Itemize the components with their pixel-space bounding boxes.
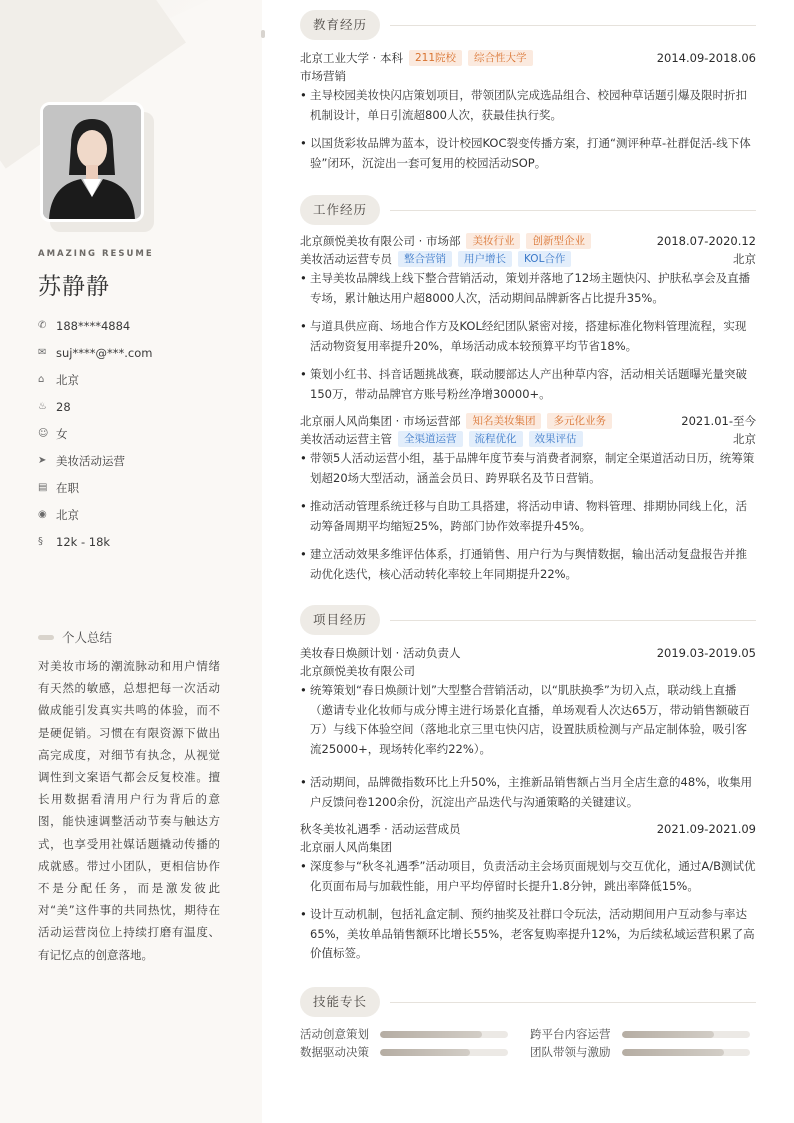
gender-icon: ☺ [38, 428, 49, 439]
work-bullet: • 与道具供应商、场地合作方及KOL经纪团队紧密对接，搭建标准化物料管理流程，实现活动物资复用率提升20%，单场活动成本较预算平均节省18%。 [300, 317, 756, 356]
info-text: 北京 [56, 507, 79, 522]
info-text: 12k - 18k [56, 534, 111, 549]
work-bullet: • 建立活动效果多维评估体系，打通销售、用户行为与舆情数据，输出活动复盘报告并推动优化迭代，核心活动转化率较上年同期提升22%。 [300, 545, 756, 584]
role-tag: 全渠道运营 [398, 431, 463, 447]
section-title: 项目经历 [300, 605, 380, 635]
info-row [38, 393, 248, 420]
education-period: 2014.09-2018.06 [656, 51, 756, 65]
project-bullet: • 设计互动机制，包括礼盒定制、预约抽奖及社群口令玩法，活动期间用户互动参与率达65%，美妆单品销售额环比增长55%，老客复购率提升12%，为后续私域运营积累了高价值标签。 [300, 905, 756, 964]
status-icon: ▤ [38, 482, 48, 493]
project-header [300, 644, 756, 662]
skill-item [530, 1025, 750, 1043]
summary-heading [38, 628, 112, 646]
skill-bar-fill [622, 1031, 714, 1038]
location-pin-icon: ◉ [38, 509, 47, 520]
school-tag: 综合性大学 [468, 50, 533, 66]
project-org: 北京丽人风尚集团 [300, 840, 392, 854]
work-header [300, 232, 756, 250]
education-major-row [300, 67, 756, 85]
education-bullet: • 以国货彩妆品牌为蓝本，设计校园KOC裂变传播方案，打通“测评种草-社群促活-线下体验”闭环，沉淀出一套可复用的校园活动SOP。 [300, 134, 756, 173]
section-title: 工作经历 [300, 195, 380, 225]
info-row [38, 366, 248, 393]
skill-bar [622, 1049, 750, 1056]
work-role-row [300, 430, 756, 448]
company-name: 北京丽人风尚集团 · 市场运营部 [300, 414, 461, 428]
resume-tagline: AMAZING RESUME [38, 249, 154, 259]
section-divider [390, 1002, 756, 1003]
section-education [300, 10, 756, 40]
section-title: 教育经历 [300, 10, 380, 40]
section-projects [300, 605, 756, 635]
info-row [38, 339, 248, 366]
cake-icon: ♨ [38, 401, 47, 412]
candidate-name: 苏静静 [38, 274, 110, 300]
role-tag: 流程优化 [469, 431, 523, 447]
project-bullet: • 统筹策划“春日焕颜计划”大型整合营销活动，以“肌肤换季”为切入点，联动线上直播（邀请专业化妆师与成分博主进行场景化直播，单场观看人次达65万，带动销售额破百万）与线下体验空间（落地北京三里屯快闪店，设置肤质检测与产品定制体验，吸引客流25000+，现场转化率约22%）。 [300, 681, 756, 759]
project-bullet: • 活动期间，品牌微指数环比上升50%，主推新品销售额占当月全店生意的48%，收集用户反馈问卷1200余份，沉淀出产品迭代与沟通策略的关键建议。 [300, 773, 756, 812]
project-title: 秋冬美妆礼遇季 · 活动运营成员 [300, 822, 461, 836]
role-tag: 用户增长 [458, 251, 512, 267]
skill-item [300, 1043, 508, 1061]
job-title: 美妆活动运营主管 [300, 432, 392, 446]
work-bullet: • 带领5人活动运营小组，基于品牌年度节奏与消费者洞察，制定全渠道活动日历，统筹策划超20场大型活动，涵盖会员日、跨界联名及节日营销。 [300, 449, 756, 488]
skill-bar [380, 1049, 508, 1056]
scroll-marker [261, 30, 265, 38]
info-row [38, 420, 248, 447]
info-text: 188****4884 [56, 318, 131, 333]
role-tag: 整合营销 [398, 251, 452, 267]
school-tag: 211院校 [409, 50, 462, 66]
skill-label: 跨平台内容运营 [530, 1027, 611, 1041]
skill-bar-fill [380, 1049, 470, 1056]
skill-bar-fill [622, 1049, 724, 1056]
profile-photo [40, 102, 144, 222]
info-row [38, 447, 248, 474]
info-text: 在职 [56, 480, 79, 495]
skill-bar [380, 1031, 508, 1038]
company-tag: 多元化业务 [547, 413, 612, 429]
skill-label: 数据驱动决策 [300, 1045, 369, 1059]
project-org-row [300, 662, 756, 680]
project-title: 美妆春日焕颜计划 · 活动负责人 [300, 646, 461, 660]
portrait-illustration [43, 105, 141, 219]
role-tag: KOL合作 [518, 251, 571, 267]
info-row [38, 501, 248, 528]
work-bullet: • 策划小红书、抖音话题挑战赛，联动腰部达人产出种草内容，活动相关话题曝光量突破150万，带动品牌官方账号粉丝净增30000+。 [300, 365, 756, 404]
info-text: 28 [56, 399, 71, 414]
info-row [38, 474, 248, 501]
phone-icon: ✆ [38, 320, 47, 331]
section-work [300, 195, 756, 225]
section-title: 技能专长 [300, 987, 380, 1017]
section-skills [300, 987, 756, 1017]
contact-info-list [38, 312, 248, 555]
project-org: 北京颜悦美妆有限公司 [300, 664, 415, 678]
section-divider [390, 620, 756, 621]
project-period: 2021.09-2021.09 [656, 822, 756, 836]
work-bullet: • 推动活动管理系统迁移与自助工具搭建，将活动申请、物料管理、排期协同线上化，活动筹备周期平均缩短25%，跨部门协作效率提升45%。 [300, 497, 756, 536]
section-divider [390, 25, 756, 26]
education-header [300, 49, 756, 67]
info-text: 女 [56, 426, 68, 441]
skill-bar [622, 1031, 750, 1038]
info-row [38, 312, 248, 339]
skill-item [530, 1043, 750, 1061]
skill-label: 活动创意策划 [300, 1027, 369, 1041]
company-tag: 美妆行业 [466, 233, 520, 249]
work-city: 北京 [733, 252, 756, 266]
work-city: 北京 [733, 432, 756, 446]
job-title: 美妆活动运营专员 [300, 252, 392, 266]
salary-icon: § [38, 536, 43, 547]
left-sidebar [0, 0, 262, 1123]
home-icon: ⌂ [38, 374, 45, 385]
info-text: 北京 [56, 372, 79, 387]
company-tag: 知名美妆集团 [466, 413, 541, 429]
work-bullet: • 主导美妆品牌线上线下整合营销活动，策划并落地了12场主题快闪、护肤私享会及直播专场，累计触达用户超8000人次，活动期间品牌新客占比提升35%。 [300, 269, 756, 308]
email-icon: ✉ [38, 347, 47, 358]
skill-item [300, 1025, 508, 1043]
company-tag: 创新型企业 [526, 233, 591, 249]
education-bullet: • 主导校园美妆快闪店策划项目，带领团队完成选品组合、校园种草话题引爆及限时折扣机制设计，单日引流超800人次，获最佳执行奖。 [300, 86, 756, 125]
heading-bar-decoration [38, 635, 54, 640]
school-name: 北京工业大学 · 本科 [300, 51, 403, 65]
info-row [38, 528, 248, 555]
skill-bar-fill [380, 1031, 482, 1038]
project-period: 2019.03-2019.05 [656, 646, 756, 660]
role-tag: 效果评估 [529, 431, 583, 447]
work-role-row [300, 250, 756, 268]
work-header [300, 412, 756, 430]
summary-text: 对美妆市场的潮流脉动和用户情绪有天然的敏感，总想把每一次活动做成能引发真实共鸣的体验，而不是硬促销。习惯在有限资源下做出高完成度，对细节有执念，从视觉调性到文案语气都会反复校准。擅长用数据看清用户行为背后的意图，能快速调整活动节奏与触达方式，也享受用社媒话题撬动传播的成就感。带过小团队，更相信协作不是分配任务，而是激发彼此对“美”这件事的共同热忱，期待在活动运营岗位上持续打磨有温度、有记忆点的创意落地。 [38, 659, 220, 962]
info-text: suj****@***.com [56, 345, 153, 360]
major: 市场营销 [300, 69, 346, 83]
company-name: 北京颜悦美妆有限公司 · 市场部 [300, 234, 461, 248]
summary-title: 个人总结 [62, 630, 113, 645]
info-text: 美妆活动运营 [56, 453, 125, 468]
skill-label: 团队带领与激励 [530, 1045, 611, 1059]
send-icon: ➤ [38, 455, 47, 466]
section-divider [390, 210, 756, 211]
work-period: 2021.01-至今 [681, 414, 756, 428]
project-header [300, 820, 756, 838]
project-org-row [300, 838, 756, 856]
project-bullet: • 深度参与“秋冬礼遇季”活动项目，负责活动主会场页面规划与交互优化，通过A/B测试优化页面布局与加载性能，用户平均停留时长提升1.8分钟，跳出率降低15%。 [300, 857, 756, 896]
work-period: 2018.07-2020.12 [656, 234, 756, 248]
avatar [40, 102, 144, 222]
